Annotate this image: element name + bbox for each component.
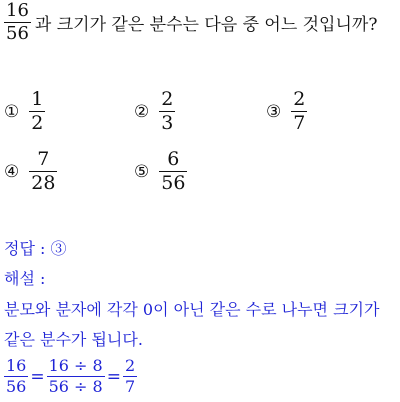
explanation-text-1: 분모와 분자에 각각 0이 아닌 같은 수로 나누면 크기가 xyxy=(4,300,380,319)
option-5-fraction xyxy=(159,150,187,193)
option-1[interactable] xyxy=(4,90,45,133)
option-2-numerator: 2 xyxy=(161,88,174,110)
option-2[interactable] xyxy=(134,90,175,133)
solution-equation xyxy=(4,358,137,395)
equals-sign-2: = xyxy=(106,366,121,387)
option-4-numerator: 7 xyxy=(37,148,50,170)
equation-fraction-1 xyxy=(4,358,28,395)
explanation-text-2: 같은 분수가 됩니다. xyxy=(4,330,143,349)
question-fraction xyxy=(4,2,31,43)
equals-sign-1: = xyxy=(30,366,45,387)
equation-fraction-3-numerator: 2 xyxy=(124,356,136,375)
option-1-mark: ① xyxy=(4,101,20,122)
option-1-denominator: 2 xyxy=(31,112,44,134)
equation-fraction-1-numerator: 16 xyxy=(6,356,27,375)
option-2-fraction xyxy=(159,90,175,133)
option-2-denominator: 3 xyxy=(161,112,174,134)
equation-fraction-3 xyxy=(123,358,137,395)
equation-fraction-2-numerator: 16 ÷ 8 xyxy=(48,356,103,375)
equation-fraction-3-denominator: 7 xyxy=(124,377,136,396)
option-3-numerator: 2 xyxy=(293,88,306,110)
option-3[interactable] xyxy=(266,90,307,133)
explanation-label: 해설 : xyxy=(4,269,46,288)
option-4-fraction xyxy=(29,150,57,193)
answer-line: 정답 : ③ xyxy=(4,239,67,258)
option-5-mark: ⑤ xyxy=(134,161,150,182)
question-fraction-denominator: 56 xyxy=(6,23,29,44)
question xyxy=(4,2,377,43)
option-4-mark: ④ xyxy=(4,161,20,182)
option-4[interactable] xyxy=(4,150,57,193)
option-5-denominator: 56 xyxy=(161,172,186,194)
option-1-fraction xyxy=(29,90,45,133)
question-text: 과 크기가 같은 분수는 다음 중 어느 것입니까? xyxy=(34,15,378,35)
option-5-numerator: 6 xyxy=(167,148,180,170)
option-5[interactable] xyxy=(134,150,187,193)
equation-fraction-2 xyxy=(47,358,105,395)
equation-fraction-2-denominator: 56 ÷ 8 xyxy=(48,377,103,396)
option-4-denominator: 28 xyxy=(31,172,56,194)
equation-fraction-1-denominator: 56 xyxy=(6,377,27,396)
option-2-mark: ② xyxy=(134,101,150,122)
question-fraction-numerator: 16 xyxy=(6,0,29,21)
option-1-numerator: 1 xyxy=(31,88,44,110)
option-3-denominator: 7 xyxy=(293,112,306,134)
option-3-mark: ③ xyxy=(266,101,282,122)
option-3-fraction xyxy=(291,90,307,133)
